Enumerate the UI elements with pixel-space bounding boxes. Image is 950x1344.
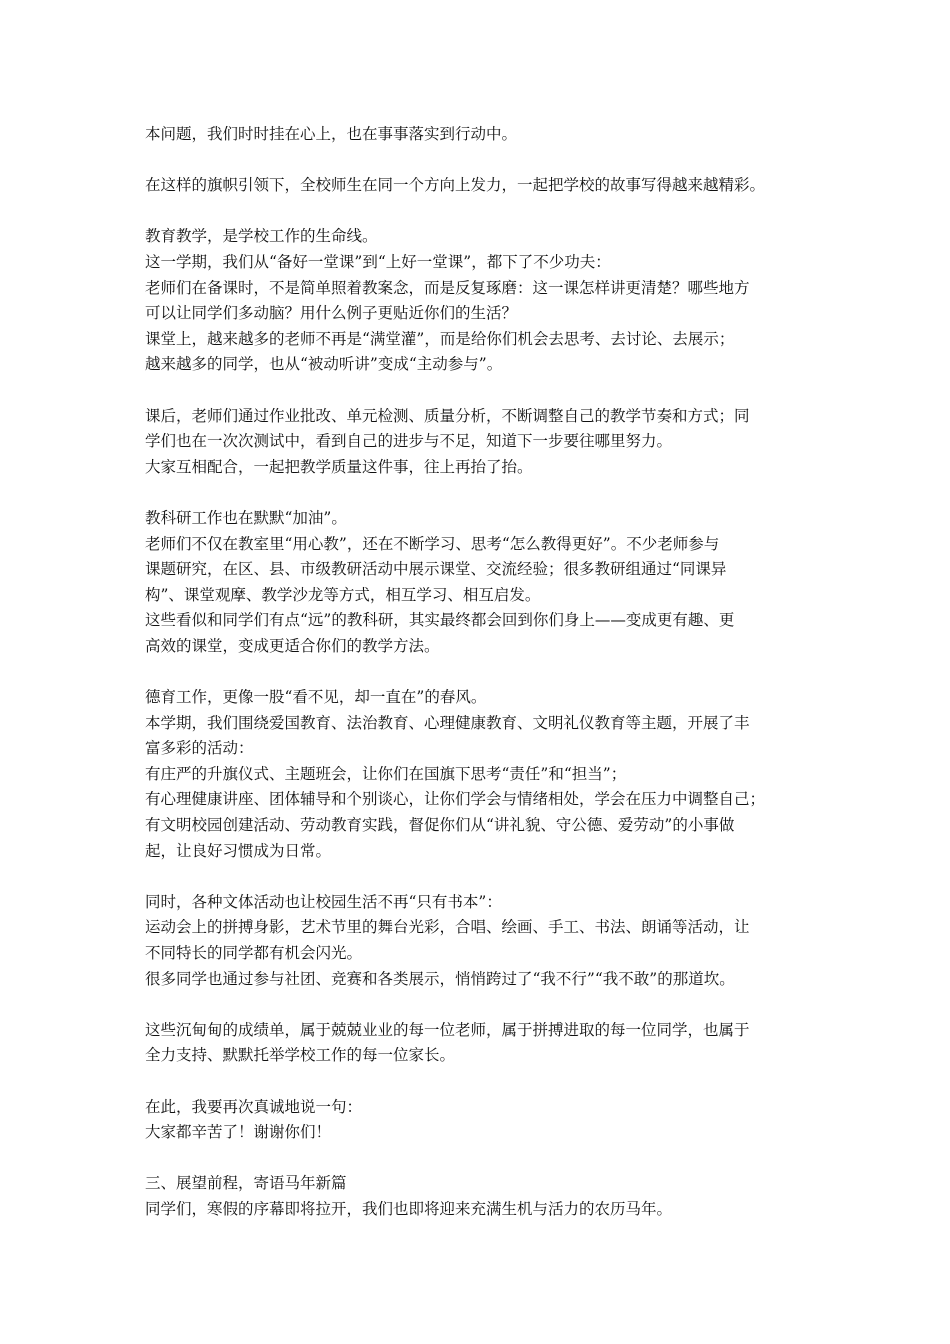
text-line: 富多彩的活动：: [145, 739, 254, 758]
text-line: 三、展望前程，寄语马年新篇: [145, 1174, 347, 1193]
text-line: 这一学期，我们从“备好一堂课”到“上好一堂课”，都下了不少功夫：: [145, 252, 611, 271]
paragraph-gap: [145, 1146, 815, 1172]
paragraph-gap: [145, 659, 815, 685]
text-line: 越来越多的同学，也从“被动听讲”变成“主动参与”。: [145, 355, 503, 374]
paragraph-gap: [145, 864, 815, 890]
text-line: 有庄严的升旗仪式、主题班会，让你们在国旗下思考“责任”和“担当”；: [145, 764, 627, 783]
text-line: 课题研究，在区、县、市级教研活动中展示课堂、交流经验；很多教研组通过“同课异: [145, 560, 727, 579]
paragraph-gap: [145, 199, 815, 225]
text-line: 全力支持、默默托举学校工作的每一位家长。: [145, 1046, 456, 1065]
text-line: 构”、课堂观摩、教学沙龙等方式，相互学习、相互启发。: [145, 585, 541, 604]
text-line: 本学期，我们围绕爱国教育、法治教育、心理健康教育、文明礼仪教育等主题，开展了丰: [145, 713, 750, 732]
text-line: 这些沉甸甸的成绩单，属于兢兢业业的每一位老师，属于拼搏进取的每一位同学，也属于: [145, 1020, 750, 1039]
text-line: 德育工作，更像一股“看不见，却一直在”的春风。: [145, 688, 487, 707]
paragraph-gap: [145, 378, 815, 404]
text-line: 同时，各种文体活动也让校园生活不再“只有书本”：: [145, 892, 502, 911]
text-line: 可以让同学们多动脑？用什么例子更贴近你们的生活？: [145, 304, 518, 323]
text-line: 不同特长的同学都有机会闪光。: [145, 944, 363, 962]
text-line: 老师们在备课时，不是简单照着教案念，而是反复琢磨：这一课怎样讲更清楚？哪些地方: [145, 278, 750, 297]
text-line: 在这样的旗帜引领下，全校师生在同一个方向上发力，一起把学校的故事写得越来越精彩。: [145, 176, 766, 195]
text-line: 有心理健康讲座、团体辅导和个别谈心，让你们学会与情绪相处，学会在压力中调整自己；: [145, 790, 766, 809]
paragraph-gap: [145, 480, 815, 506]
text-line: 高效的课堂，变成更适合你们的教学方法。: [145, 636, 440, 655]
text-line: 学们也在一次次测试中，看到自己的进步与不足，知道下一步要往哪里努力。: [145, 432, 673, 451]
text-line: 起，让良好习惯成为日常。: [145, 841, 332, 860]
document-body: [145, 122, 815, 1223]
text-line: 教科研工作也在默默“加油”。: [145, 508, 347, 527]
text-line: 这些看似和同学们有点“远”的教科研，其实最终都会回到你们身上——变成更有趣、更: [145, 611, 735, 630]
text-line: 很多同学也通过参与社团、竞赛和各类展示，悄悄跨过了“我不行”“我不敢”的那道坎。: [145, 969, 735, 988]
text-line: 同学们，寒假的序幕即将拉开，我们也即将迎来充满生机与活力的农历马年。: [145, 1199, 673, 1218]
text-line: 运动会上的拼搏身影，艺术节里的舞台光彩，合唱、绘画、手工、书法、朗诵等活动，让: [145, 918, 750, 937]
text-line: 本问题，我们时时挂在心上，也在事事落实到行动中。: [145, 125, 518, 143]
text-line: 老师们不仅在教室里“用心教”，还在不断学习、思考“怎么教得更好”。不少老师参与: [145, 534, 720, 553]
text-line: 课堂上，越来越多的老师不再是“满堂灌”，而是给你们机会去思考、去讨论、去展示；: [145, 329, 735, 348]
paragraph-gap: [145, 992, 815, 1018]
paragraph-gap: [145, 1069, 815, 1095]
text-line: 在此，我要再次真诚地说一句：: [145, 1097, 363, 1116]
text-line: 大家互相配合，一起把教学质量这件事，往上再抬了抬。: [145, 457, 533, 476]
text-line: 有文明校园创建活动、劳动教育实践，督促你们从“讲礼貌、守公德、爱劳动”的小事做: [145, 816, 735, 835]
text-line: 教育教学，是学校工作的生命线。: [145, 227, 378, 246]
paragraph-gap: [145, 148, 815, 174]
text-line: 课后，老师们通过作业批改、单元检测、质量分析，不断调整自己的教学节奏和方式；同: [145, 406, 750, 425]
text-line: 大家都辛苦了！谢谢你们！: [145, 1123, 332, 1142]
